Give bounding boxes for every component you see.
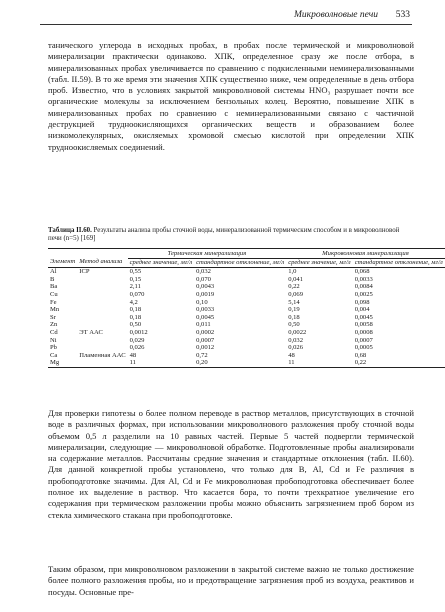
cell-element: Cu [50,290,58,298]
cell-value: 48 [129,351,137,359]
cell-element: Fe [50,298,57,306]
cell-value: 0,004 [354,306,370,314]
cell-value: 0,18 [288,313,300,321]
cell-value: 1,0 [288,268,297,276]
cell-value: 0,10 [196,298,208,306]
cell-value: 0,0008 [354,328,373,336]
cell-value: 0,19 [288,306,300,314]
cell-element: B [50,275,55,283]
cell-method [77,291,127,299]
cell-value: 0,041 [288,275,304,283]
table-row [48,268,445,276]
cell-method [77,283,127,291]
cell-value: 0,0045 [196,313,215,321]
cell-element: Cd [50,328,58,336]
cell-value: 0,50 [129,321,142,329]
table-row [48,321,445,329]
col-header-microwave-sd: стандартное отклонение, мг/л [353,258,445,268]
page-number: 533 [395,10,410,20]
table-row [48,306,445,314]
table-row [48,291,445,299]
cell-value: 48 [288,351,295,359]
cell-method: Пламенная ААС [79,351,126,359]
cell-value: 0,20 [194,359,286,367]
cell-value: 0,68 [354,351,367,359]
table-caption-text: Результаты анализа пробы сточной воды, минерализованной термическим способом и в микроволновой печи (n=5) [169] [48,227,400,243]
table-caption-label: Таблица II.60. [48,227,92,234]
cell-method [77,359,127,367]
paragraph-3: Таким образом, при микроволновом разложении в закрытой системе важно не только достижение более полного разложения пробы, но и предотвращение загрязнения проб из воздуха, реактивов и посуды. Основные пре- [48,564,414,597]
cell-value: 0,032 [196,268,211,276]
cell-element: Al [50,268,57,276]
table-row [48,337,445,345]
cell-value: 0,0007 [354,336,373,344]
col-header-microwave-mean: среднее значение, мг/л [286,258,353,268]
cell-value: 0,0005 [354,344,373,352]
col-header-method: Метод анализа [77,258,127,268]
cell-value: 0,15 [129,275,142,283]
cell-value: 0,068 [354,268,370,276]
cell-value: 0,026 [129,344,145,352]
cell-value: 0,0033 [354,275,373,283]
table-row [48,329,445,337]
running-header [40,10,412,25]
col-header-thermal-sd: стандартное отклонение, мг/л [194,258,286,268]
cell-value: 0,0012 [129,328,148,336]
table-row [48,276,445,284]
cell-method: ЭТ ААС [79,328,103,336]
table-row [48,359,445,367]
table-row [48,314,445,322]
cell-method [77,321,127,329]
cell-value: 0,22 [288,283,300,291]
cell-value: 0,0033 [196,306,215,314]
cell-value: 11 [128,359,195,367]
cell-element: Sr [50,313,56,321]
cell-value: 0,72 [196,351,208,359]
cell-element: Pb [50,344,57,352]
paragraph-1: таническогo углерода в исходных пробах, в пробах после термической и микроволновой минерализации практически одинаково. ХПК, определенное сразу же после отбора, в минерализованных пробах увеличивается по сравнению с подкисленными неминерализованными (табл. II.59). В то же время эти значения ХПК существенно ниже, чем определенные в день отбора проб. Известно, что в условиях закрытой микроволновой системы HNO₃ разрушает почти все органические молекулы за исключением бензольных колец. Вероятно, повышение ХПК в минерализованных пробах по сравнению с неминерализованными связано с частичной деструкцией трудноокисляющихся органических веществ и образованием более низкомолекулярных, окисляемых хромовой смесью кислотой при определении ХПК трудноокисляемых соединений. [48,40,414,152]
group-header-thermal: Термическая минерализация [128,249,287,259]
cell-value: 0,0045 [354,313,373,321]
cell-value: 0,070 [129,290,145,298]
cell-value: 0,0002 [196,328,215,336]
cell-value: 2,11 [129,283,141,291]
cell-element: Ni [50,336,57,344]
group-header-microwave: Микроволновая минерализация [286,249,445,259]
cell-value: 0,0007 [196,336,215,344]
cell-method [77,306,127,314]
table-row [48,352,445,360]
table-caption [48,227,414,244]
cell-value: 0,026 [288,344,304,352]
cell-value: 0,0019 [196,290,215,298]
cell-method [77,299,127,307]
running-title: Микроволновые печи [294,10,378,20]
paragraph-2: Для проверки гипотезы о более полном переводе в раствор металлов, присутствующих в сточной воде в различных формах, при использовании микроволнового разложения пробу сточной воды объемом 0,5 л разделили на 10 равных частей. Первые 5 частей подвергли термической минерализации, следующие — микроволновой обработке. Подготовленные пробы анализировали на содержание металлов. Рассчитаны средние значения и стандартные отклонения (табл. II.60). Для данной конкретной пробы установлено, что только для В, Al, Cd и Fe различия в пробоподготовке значимы. Для Al, Cd и Fe микроволновая пробоподготовка обеспечивает более полное их выделение в раствор. Что касается бора, то почти трехкратное увеличение его содержания при термическом разложении пробы можно объяснить загрязнением проб бором из стекла химического стакана при пробоподготовке. [48,408,414,520]
cell-method [77,276,127,284]
cell-method: ICP [79,268,90,276]
cell-element: Mg [48,359,77,367]
cell-value: 0,55 [129,268,142,276]
cell-value: 0,069 [288,290,304,298]
cell-value: 0,0022 [288,328,307,336]
cell-value: 5,14 [288,298,300,306]
cell-value: 0,0043 [196,283,215,291]
cell-value: 0,18 [129,313,142,321]
col-header-thermal-mean: среднее значение, мг/л [128,258,195,268]
cell-value: 0,50 [288,321,300,329]
cell-value: 0,0058 [354,321,373,329]
results-table [48,248,445,368]
cell-value: 0,070 [196,275,211,283]
cell-element: Zn [50,321,58,329]
cell-value: 0,011 [196,321,211,329]
table-row [48,344,445,352]
col-header-element: Элемент [48,258,77,268]
table-row [48,283,445,291]
cell-value: 0,0084 [354,283,373,291]
cell-method [77,314,127,322]
cell-method [77,344,127,352]
cell-value: 0,18 [129,306,142,314]
cell-method [77,337,127,345]
cell-element: Ba [50,283,58,291]
cell-value: 0,098 [354,298,370,306]
cell-value: 0,0012 [196,344,215,352]
cell-value: 0,032 [288,336,304,344]
cell-value: 0,0025 [354,290,373,298]
cell-value: 11 [286,359,353,367]
cell-value: 4,2 [129,298,138,306]
cell-element: Mn [50,306,60,314]
table-row [48,299,445,307]
cell-value: 0,029 [129,336,145,344]
cell-element: Ca [50,351,58,359]
cell-value: 0,22 [353,359,445,367]
